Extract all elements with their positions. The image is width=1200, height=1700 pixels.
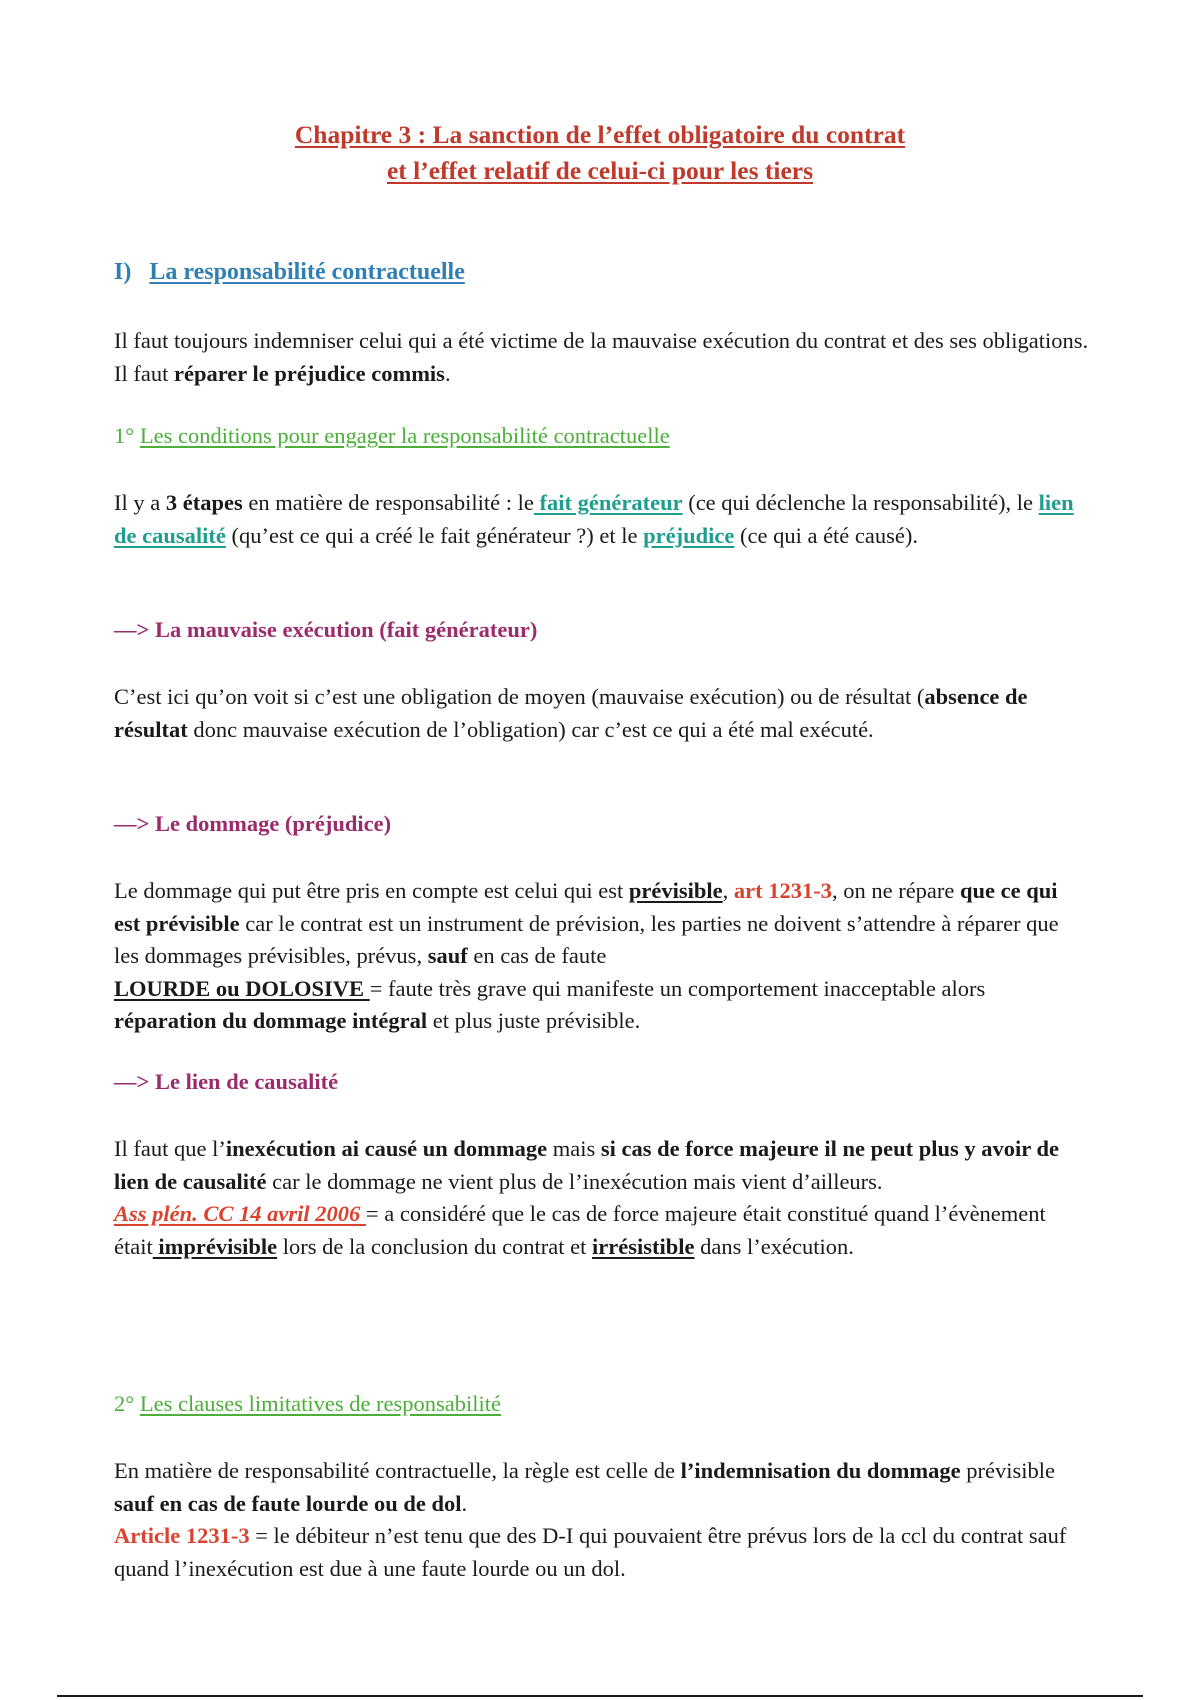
section-heading-1 bbox=[114, 259, 465, 286]
text: prévisible bbox=[960, 1458, 1056, 1483]
text: mais bbox=[547, 1136, 601, 1161]
text: dans l’exécution. bbox=[694, 1233, 854, 1259]
bold-text: réparation du dommage intégral bbox=[114, 1008, 428, 1033]
etapes-paragraph bbox=[114, 487, 1089, 552]
bold-text: absence de résultat bbox=[114, 684, 1028, 742]
text: En matière de responsabilité contractuelle, la règle est celle de bbox=[114, 1458, 681, 1483]
subsection-number: 1° bbox=[114, 423, 135, 448]
heading-dommage: —> Le dommage (préjudice) bbox=[114, 811, 392, 836]
text: . bbox=[444, 360, 451, 386]
intro-paragraph bbox=[114, 325, 1089, 390]
text: = faute très grave qui manifeste un comportement inacceptable alors bbox=[369, 975, 986, 1001]
section-number: I) bbox=[114, 259, 132, 285]
text: (ce qui a été causé). bbox=[734, 522, 918, 548]
bold-text: réparer le préjudice commis bbox=[173, 360, 445, 386]
heading-mauvaise-execution: —> La mauvaise exécution (fait générateur) bbox=[114, 617, 538, 642]
underlined-text: prévisible bbox=[628, 878, 723, 903]
text: Le dommage qui put être pris en compte est celui qui est bbox=[114, 878, 629, 903]
bottom-divider bbox=[57, 1695, 1143, 1697]
text: Il faut que l’ bbox=[114, 1136, 226, 1161]
underlined-text: irrésistible bbox=[592, 1233, 695, 1259]
section-title: La responsabilité contractuelle bbox=[149, 259, 465, 285]
text: et plus juste prévisible. bbox=[427, 1008, 641, 1033]
lien-paragraph bbox=[114, 1133, 1089, 1263]
text: en matière de responsabilité : le bbox=[242, 490, 534, 515]
text: , on ne répare bbox=[831, 878, 961, 903]
heading-lien-causalite: —> Le lien de causalité bbox=[114, 1069, 339, 1094]
text: (qu’est ce qui a créé le fait générateur ?) et le bbox=[225, 522, 644, 548]
text: (ce qui déclenche la responsabilité), le bbox=[682, 490, 1039, 515]
subsection-heading-1 bbox=[114, 423, 670, 449]
case-reference: Ass plén. CC 14 avril 2006 bbox=[114, 1201, 366, 1226]
bold-text: inexécution ai causé un dommage bbox=[225, 1136, 548, 1161]
underlined-text: imprévisible bbox=[152, 1233, 278, 1259]
dommage-paragraph bbox=[114, 875, 1089, 1038]
text: = le débiteur n’est tenu que des D-I qui pouvaient être prévus lors de la ccl du contrat sauf quand l’inexécution est due à une faute lourde ou un dol. bbox=[114, 1523, 1067, 1581]
keyword-fait-generateur: fait générateur bbox=[533, 490, 683, 515]
subsection-title: Les clauses limitatives de responsabilité bbox=[139, 1391, 502, 1416]
underlined-text: LOURDE ou DOLOSIVE bbox=[114, 975, 370, 1001]
text: car le dommage ne vient plus de l’inexécution mais vient d’ailleurs. bbox=[266, 1168, 883, 1194]
subsection-title: Les conditions pour engager la responsabilité contractuelle bbox=[139, 423, 670, 448]
subsection-heading-2 bbox=[114, 1391, 501, 1417]
text: donc mauvaise exécution de l’obligation) car c’est ce qui a été mal exécuté. bbox=[187, 716, 874, 742]
keyword-prejudice: préjudice bbox=[643, 522, 735, 548]
text: , bbox=[722, 878, 734, 903]
article-reference: art 1231-3 bbox=[733, 878, 832, 903]
execution-paragraph bbox=[114, 681, 1089, 746]
text: = a considéré que le cas de force majeure était constitué quand l’évènement était bbox=[114, 1201, 1046, 1259]
subsection-number: 2° bbox=[114, 1391, 135, 1416]
article-reference: Article 1231-3 bbox=[114, 1523, 250, 1548]
text: . bbox=[461, 1490, 468, 1516]
chapter-title bbox=[0, 117, 1200, 189]
clauses-paragraph bbox=[114, 1455, 1089, 1585]
text: lors de la conclusion du contrat et bbox=[277, 1233, 593, 1259]
bold-text: sauf en cas de faute lourde ou de dol bbox=[114, 1490, 462, 1516]
text: car le contrat est un instrument de prévision, les parties ne doivent s’attendre à réparer que les dommages prévisibles, prévus, bbox=[114, 910, 1059, 968]
text: Il y a bbox=[114, 490, 166, 515]
bold-text: si cas de force majeure il ne peut plus y avoir de lien de causalité bbox=[114, 1136, 1059, 1194]
text: Il faut toujours indemniser celui qui a été victime de la mauvaise exécution du contrat et des ses obligations. Il faut bbox=[114, 328, 1089, 386]
keyword-lien-causalite: lien de causalité bbox=[114, 490, 1074, 548]
bold-text: sauf bbox=[427, 943, 468, 968]
bold-text: que ce qui est prévisible bbox=[114, 878, 1058, 936]
chapter-title-line-2: et l’effet relatif de celui-ci pour les tiers bbox=[386, 156, 814, 185]
chapter-title-line-1: Chapitre 3 : La sanction de l’effet obligatoire du contrat bbox=[294, 120, 906, 149]
bold-text: l’indemnisation du dommage bbox=[680, 1458, 961, 1483]
text: en cas de faute bbox=[467, 943, 607, 968]
text: C’est ici qu’on voit si c’est une obligation de moyen (mauvaise exécution) ou de résultat ( bbox=[114, 684, 925, 709]
bold-text: 3 étapes bbox=[165, 490, 243, 515]
